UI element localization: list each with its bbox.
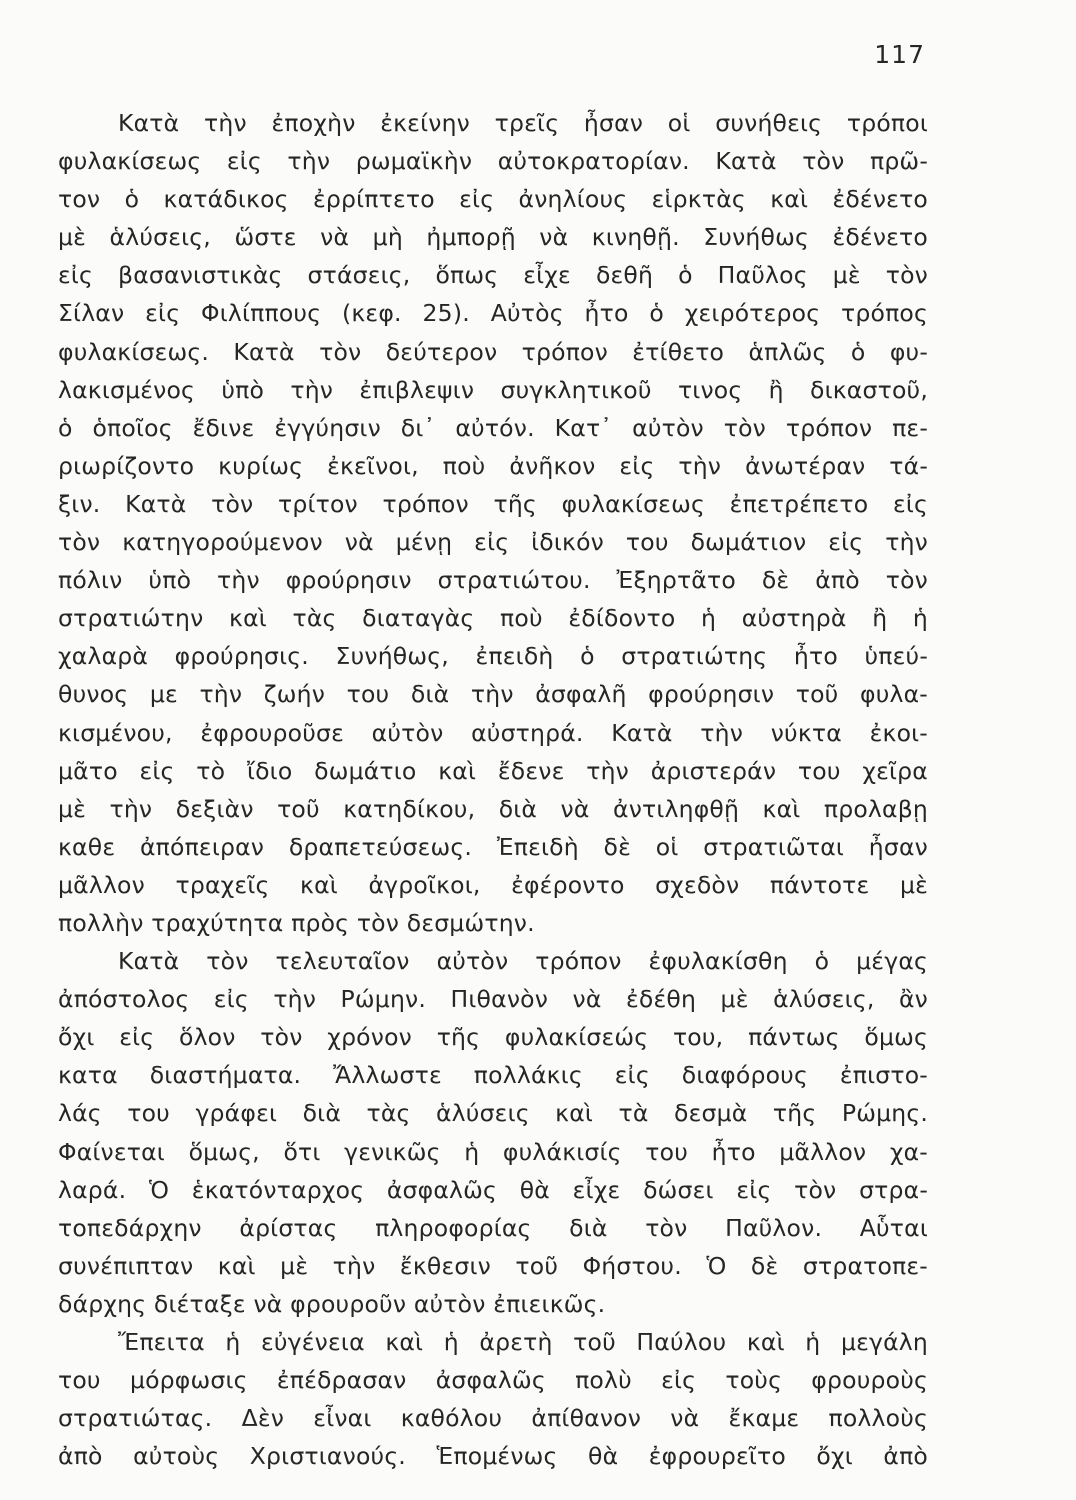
text-line: μὲ ἁλύσεις, ὥστε νὰ μὴ ἠμπορῇ νὰ κινηθῇ. Συνήθως ἐδένετο — [58, 223, 928, 252]
text-line: κισμένου, ἐφρουροῦσε αὐτὸν αὐστηρά. Κατὰ τὴν νύκτα ἐκοι- — [58, 718, 928, 747]
text-line: μᾶλλον τραχεῖς καὶ ἀγροῖκοι, ἐφέροντο σχεδὸν πάντοτε μὲ — [58, 870, 928, 899]
text-line: λάς του γράφει διὰ τὰς ἁλύσεις καὶ τὰ δεσμὰ τῆς Ρώμης. — [58, 1099, 928, 1128]
page-number: 117 — [874, 40, 925, 69]
text-line: στρατιώτας. Δὲν εἶναι καθόλου ἀπίθανον νὰ ἔκαμε πολλοὺς — [58, 1404, 928, 1433]
text-line: πολλὴν τραχύτητα πρὸς τὸν δεσμώτην. — [58, 908, 535, 937]
text-line: ὁ ὁποῖος ἔδινε ἐγγύησιν δι᾽ αὐτόν. Κατ᾽ αὐτὸν τὸν τρόπον πε- — [58, 413, 928, 442]
text-line: λαρά. Ὁ ἑκατόνταρχος ἀσφαλῶς θὰ εἶχε δώσει εἰς τὸν στρα- — [58, 1175, 928, 1204]
text-line: μὲ τὴν δεξιὰν τοῦ κατηδίκου, διὰ νὰ ἀντιληφθῇ καὶ προλαβῃ — [58, 794, 928, 823]
text-line: του μόρφωσις ἐπέδρασαν ἀσφαλῶς πολὺ εἰς τοὺς φρουροὺς — [58, 1366, 928, 1395]
text-line: Φαίνεται ὅμως, ὅτι γενικῶς ἡ φυλάκισίς του ἦτο μᾶλλον χα- — [58, 1137, 928, 1166]
text-line: μᾶτο εἰς τὸ ἴδιο δωμάτιο καὶ ἔδενε τὴν ἀριστεράν του χεῖρα — [58, 756, 928, 785]
text-line: καθε ἀπόπειραν δραπετεύσεως. Ἐπειδὴ δὲ οἱ στρατιῶται ἦσαν — [58, 832, 928, 861]
text-line: τον ὁ κατάδικος ἐρρίπτετο εἰς ἀνηλίους εἱρκτὰς καὶ ἐδένετο — [58, 185, 928, 214]
text-line: χαλαρὰ φρούρησις. Συνήθως, ἐπειδὴ ὁ στρατιώτης ἦτο ὑπεύ- — [58, 642, 928, 671]
text-line: συνέπιπταν καὶ μὲ τὴν ἔκθεσιν τοῦ Φήστου. Ὁ δὲ στρατοπε- — [58, 1251, 928, 1280]
text-line: στρατιώτην καὶ τὰς διαταγὰς ποὺ ἐδίδοντο ἡ αὐστηρὰ ἢ ἡ — [58, 604, 928, 633]
text-line: λακισμένος ὑπὸ τὴν ἐπιβλεψιν συγκλητικοῦ τινος ἢ δικαστοῦ, — [58, 375, 928, 404]
text-line: Ἔπειτα ἡ εὐγένεια καὶ ἡ ἀρετὴ τοῦ Παύλου καὶ ἡ μεγάλη — [118, 1328, 928, 1356]
text-line: θυνος με τὴν ζωήν του διὰ τὴν ἀσφαλῆ φρούρησιν τοῦ φυλα- — [58, 680, 928, 709]
text-line: φυλακίσεως. Κατὰ τὸν δεύτερον τρόπον ἐτίθετο ἁπλῶς ὁ φυ- — [58, 337, 928, 366]
text-line: πόλιν ὑπὸ τὴν φρούρησιν στρατιώτου. Ἐξηρτᾶτο δὲ ἀπὸ τὸν — [58, 566, 928, 595]
text-line: Σίλαν εἰς Φιλίππους (κεφ. 25). Αὐτὸς ἦτο ὁ χειρότερος τρόπος — [58, 299, 928, 328]
text-line: ὄχι εἰς ὅλον τὸν χρόνον τῆς φυλακίσεώς του, πάντως ὅμως — [58, 1023, 928, 1052]
text-line: τὸν κατηγορούμενον νὰ μένῃ εἰς ἰδικόν του δωμάτιον εἰς τὴν — [58, 528, 928, 557]
text-line: ξιν. Κατὰ τὸν τρίτον τρόπον τῆς φυλακίσεως ἐπετρέπετο εἰς — [58, 489, 928, 518]
text-line: φυλακίσεως εἰς τὴν ρωμαϊκὴν αὐτοκρατορίαν. Κατὰ τὸν πρῶ- — [58, 147, 928, 176]
text-line: ἀπὸ αὐτοὺς Χριστιανούς. Ἑπομένως θὰ ἐφρουρεῖτο ὄχι ἀπὸ — [58, 1442, 928, 1471]
body-text — [58, 104, 928, 1475]
text-line: τοπεδάρχην ἀρίστας πληροφορίας διὰ τὸν Παῦλον. Αὗται — [58, 1213, 928, 1242]
text-line: ἀπόστολος εἰς τὴν Ρώμην. Πιθανὸν νὰ ἐδέθη μὲ ἁλύσεις, ἂν — [58, 985, 928, 1014]
text-line: Κατὰ τὸν τελευταῖον αὐτὸν τρόπον ἐφυλακίσθη ὁ μέγας — [118, 947, 928, 976]
text-line: κατα διαστήματα. Ἄλλωστε πολλάκις εἰς διαφόρους ἐπιστο- — [58, 1061, 928, 1090]
text-line: ριωρίζοντο κυρίως ἐκεῖνοι, ποὺ ἀνῆκον εἰς τὴν ἀνωτέραν τά- — [58, 451, 928, 480]
text-line: εἰς βασανιστικὰς στάσεις, ὅπως εἶχε δεθῆ ὁ Παῦλος μὲ τὸν — [58, 261, 928, 290]
text-line: δάρχης διέταξε νὰ φρουροῦν αὐτὸν ἐπιεικῶς. — [58, 1289, 606, 1318]
text-line: Κατὰ τὴν ἐποχὴν ἐκείνην τρεῖς ἦσαν οἱ συνήθεις τρόποι — [118, 109, 928, 137]
